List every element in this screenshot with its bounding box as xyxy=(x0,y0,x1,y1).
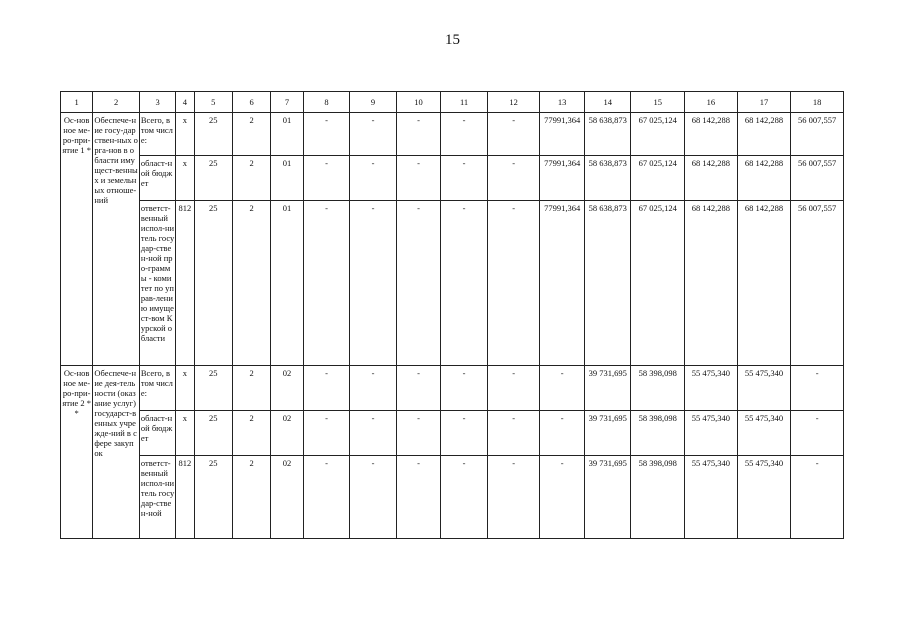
header-cell: 5 xyxy=(194,92,232,113)
table-cell: 25 xyxy=(194,411,232,456)
table-row xyxy=(61,366,844,411)
table-cell: 39 731,695 xyxy=(584,411,631,456)
table-cell: - xyxy=(350,113,397,156)
table-cell: 02 xyxy=(271,411,303,456)
table-cell: x xyxy=(176,411,194,456)
header-cell: 17 xyxy=(737,92,791,113)
table-cell: 56 007,557 xyxy=(791,156,844,201)
table-cell: x xyxy=(176,113,194,156)
table-cell: - xyxy=(487,366,540,411)
table-cell: - xyxy=(303,156,350,201)
header-row xyxy=(61,92,844,113)
header-cell: 15 xyxy=(631,92,685,113)
header-cell: 11 xyxy=(441,92,488,113)
table-cell: 25 xyxy=(194,456,232,539)
table-cell: 812 xyxy=(176,456,194,539)
funding-source-cell: област-ной бюджет xyxy=(139,156,175,201)
budget-table xyxy=(60,91,844,539)
table-cell: - xyxy=(396,113,441,156)
table-cell: - xyxy=(350,411,397,456)
table-cell: - xyxy=(350,201,397,366)
table-cell: 2 xyxy=(232,411,270,456)
table-cell: - xyxy=(441,201,488,366)
table-row xyxy=(61,411,844,456)
table-cell: - xyxy=(396,201,441,366)
table-cell: 55 475,340 xyxy=(737,411,791,456)
table-cell: 58 638,873 xyxy=(584,201,631,366)
activity-cell: Ос-новное ме-ро-при-ятие 1 * xyxy=(61,113,93,366)
table-cell: 01 xyxy=(271,201,303,366)
header-cell: 4 xyxy=(176,92,194,113)
table-cell: - xyxy=(487,113,540,156)
table-cell: 25 xyxy=(194,201,232,366)
header-cell: 8 xyxy=(303,92,350,113)
table-row xyxy=(61,201,844,366)
table-cell: 39 731,695 xyxy=(584,456,631,539)
table-cell: 01 xyxy=(271,113,303,156)
table-cell: x xyxy=(176,366,194,411)
table-cell: 2 xyxy=(232,201,270,366)
table-cell: 25 xyxy=(194,156,232,201)
table-cell: 58 638,873 xyxy=(584,113,631,156)
table-cell: - xyxy=(350,156,397,201)
funding-source-cell: област-ной бюджет xyxy=(139,411,175,456)
table-cell: 68 142,288 xyxy=(685,201,738,366)
table-cell: - xyxy=(350,366,397,411)
activity-cell: Ос-новное ме-ро-при-ятие 2 ** xyxy=(61,366,93,539)
table-cell: 56 007,557 xyxy=(791,113,844,156)
table-cell: 55 475,340 xyxy=(685,411,738,456)
header-cell: 3 xyxy=(139,92,175,113)
table-cell: 25 xyxy=(194,366,232,411)
funding-source-cell: ответст-венный испол-нитель государ-ствен-ной xyxy=(139,456,175,539)
table-cell: 58 398,098 xyxy=(631,456,685,539)
table-cell: 55 475,340 xyxy=(737,456,791,539)
table-cell: - xyxy=(487,156,540,201)
header-cell: 18 xyxy=(791,92,844,113)
table-cell: - xyxy=(540,456,585,539)
table-cell: - xyxy=(441,456,488,539)
table-cell: 68 142,288 xyxy=(737,156,791,201)
table-cell: 67 025,124 xyxy=(631,113,685,156)
header-cell: 13 xyxy=(540,92,585,113)
table-cell: - xyxy=(303,456,350,539)
table-cell: 68 142,288 xyxy=(737,201,791,366)
page-number: 15 xyxy=(445,32,460,48)
table-cell: - xyxy=(441,411,488,456)
table-cell: - xyxy=(303,113,350,156)
header-cell: 7 xyxy=(271,92,303,113)
table-cell: - xyxy=(441,113,488,156)
header-cell: 12 xyxy=(487,92,540,113)
funding-source-cell: Всего, в том числе: xyxy=(139,113,175,156)
table-cell: 39 731,695 xyxy=(584,366,631,411)
table-row xyxy=(61,113,844,156)
table-cell: 812 xyxy=(176,201,194,366)
header-cell: 16 xyxy=(685,92,738,113)
table-cell: - xyxy=(791,366,844,411)
table-cell: 2 xyxy=(232,113,270,156)
table-cell: 68 142,288 xyxy=(685,113,738,156)
table-cell: - xyxy=(303,201,350,366)
table-cell: 77991,364 xyxy=(540,113,585,156)
table-row xyxy=(61,156,844,201)
table-cell: 77991,364 xyxy=(540,156,585,201)
table-cell: 25 xyxy=(194,113,232,156)
table-cell: - xyxy=(540,366,585,411)
description-cell: Обеспече-ние дея-тельности (оказание услуг) государст-венных учрежде-ний в сфере закупок xyxy=(93,366,140,539)
table-cell: 68 142,288 xyxy=(737,113,791,156)
table-cell: 77991,364 xyxy=(540,201,585,366)
table-cell: - xyxy=(396,411,441,456)
table-cell: 58 398,098 xyxy=(631,411,685,456)
header-cell: 9 xyxy=(350,92,397,113)
table-cell: - xyxy=(540,411,585,456)
table-cell: 56 007,557 xyxy=(791,201,844,366)
table-cell: 55 475,340 xyxy=(685,366,738,411)
table-row xyxy=(61,456,844,539)
table-cell: - xyxy=(303,411,350,456)
table-cell: 58 398,098 xyxy=(631,366,685,411)
table-cell: - xyxy=(396,456,441,539)
table-cell: 2 xyxy=(232,156,270,201)
table-cell: 55 475,340 xyxy=(737,366,791,411)
table-cell: 68 142,288 xyxy=(685,156,738,201)
table-cell: 2 xyxy=(232,456,270,539)
table-cell: - xyxy=(487,411,540,456)
funding-source-cell: ответст-венный испол-нитель государ-ствен-ной про-граммы - комитет по управ-лению имущест-вом Курской области xyxy=(139,201,175,366)
header-cell: 14 xyxy=(584,92,631,113)
table-cell: - xyxy=(791,456,844,539)
table-cell: - xyxy=(396,156,441,201)
header-cell: 10 xyxy=(396,92,441,113)
table-cell: - xyxy=(487,201,540,366)
table-cell: 02 xyxy=(271,366,303,411)
table-cell: - xyxy=(487,456,540,539)
table-cell: - xyxy=(441,366,488,411)
table-cell: - xyxy=(441,156,488,201)
table-cell: - xyxy=(396,366,441,411)
table-cell: 02 xyxy=(271,456,303,539)
table-cell: 55 475,340 xyxy=(685,456,738,539)
table-cell: x xyxy=(176,156,194,201)
table-cell: 67 025,124 xyxy=(631,156,685,201)
header-cell: 1 xyxy=(61,92,93,113)
table-cell: 2 xyxy=(232,366,270,411)
header-cell: 6 xyxy=(232,92,270,113)
table-cell: - xyxy=(350,456,397,539)
header-cell: 2 xyxy=(93,92,140,113)
description-cell: Обеспече-ние госу-дарствен-ных орга-нов в области имущест-венных и земельных отноше-ний xyxy=(93,113,140,366)
table-cell: - xyxy=(791,411,844,456)
table-cell: 01 xyxy=(271,156,303,201)
table-cell: 58 638,873 xyxy=(584,156,631,201)
table-cell: - xyxy=(303,366,350,411)
table-cell: 67 025,124 xyxy=(631,201,685,366)
funding-source-cell: Всего, в том числе: xyxy=(139,366,175,411)
